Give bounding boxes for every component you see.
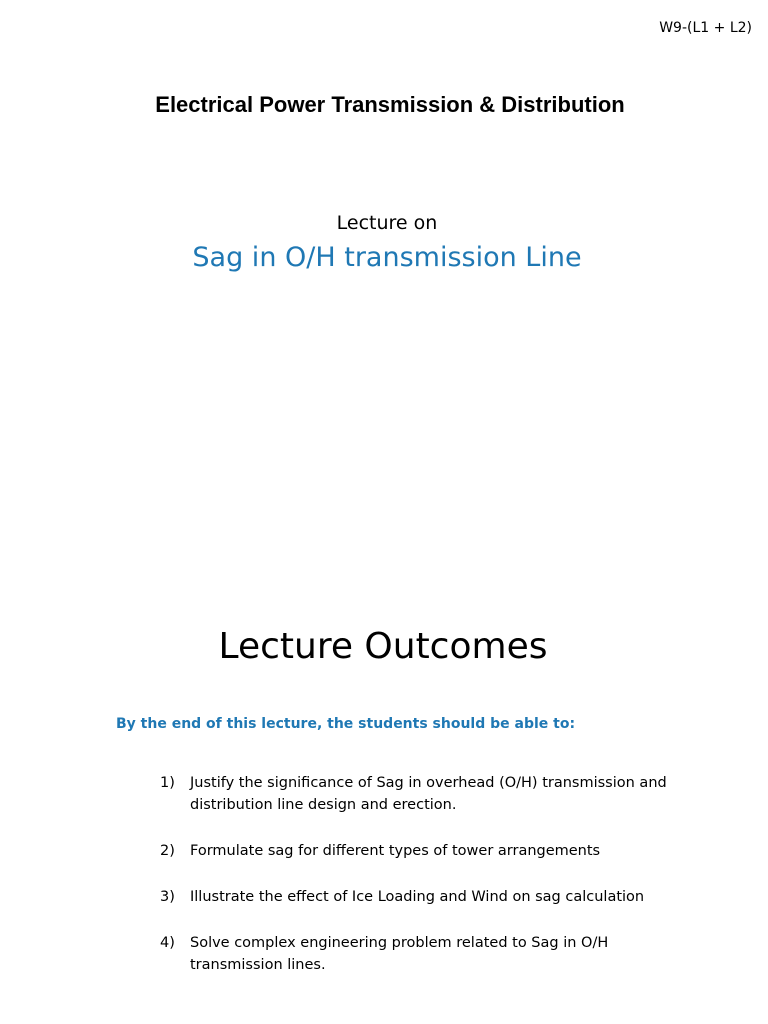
list-item bbox=[160, 840, 700, 862]
list-item bbox=[160, 932, 700, 976]
outcome-text: Illustrate the effect of Ice Loading and Wind on sag calculation bbox=[190, 889, 645, 905]
lecture-on-label: Lecture on bbox=[336, 212, 438, 234]
outcome-text: Formulate sag for different types of tower arrangements bbox=[190, 843, 601, 859]
week-tag: W9-(L1 + L2) bbox=[659, 20, 752, 36]
outcomes-heading: Lecture Outcomes bbox=[218, 626, 548, 667]
outcome-text: Solve complex engineering problem related to Sag in O/H transmission lines. bbox=[190, 935, 609, 973]
outcome-number: 4) bbox=[160, 935, 175, 951]
outcomes-list bbox=[160, 772, 700, 1000]
outcome-number: 3) bbox=[160, 889, 175, 905]
list-item bbox=[160, 886, 700, 908]
list-item bbox=[160, 772, 700, 816]
outcome-text: Justify the significance of Sag in overhead (O/H) transmission and distribution line design and erection. bbox=[190, 775, 667, 813]
outcome-number: 2) bbox=[160, 843, 175, 859]
outcomes-slide bbox=[0, 600, 768, 1024]
outcomes-intro: By the end of this lecture, the students should be able to: bbox=[116, 716, 576, 732]
outcome-number: 1) bbox=[160, 775, 175, 791]
course-title: Electrical Power Transmission & Distribution bbox=[155, 92, 625, 117]
lecture-topic: Sag in O/H transmission Line bbox=[192, 242, 582, 273]
